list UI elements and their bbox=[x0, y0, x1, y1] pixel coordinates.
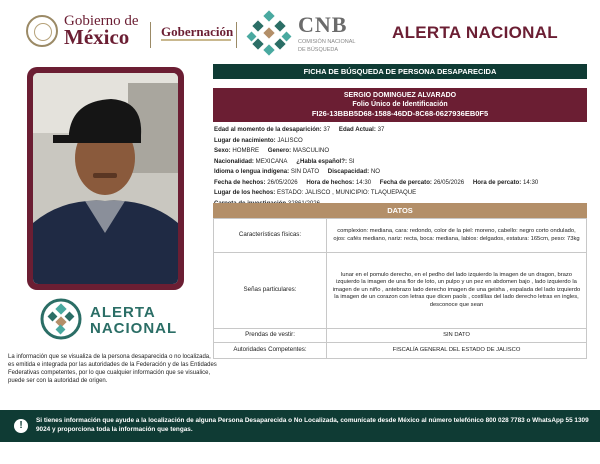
row-label: Señas particulares: bbox=[214, 253, 327, 329]
hora-percato-value: 14:30 bbox=[523, 178, 539, 186]
cnb-wordmark bbox=[298, 12, 355, 53]
fecha-hechos-label: Fecha de hechos: bbox=[214, 178, 266, 186]
field-row bbox=[214, 125, 588, 136]
indigena-label: Idioma o lengua indígena: bbox=[214, 168, 290, 175]
header bbox=[0, 0, 600, 64]
datos-table bbox=[213, 218, 587, 359]
table-row bbox=[214, 343, 587, 359]
gob-line2: México bbox=[64, 25, 130, 50]
cnb-subtitle-2: DE BÚSQUEDA bbox=[298, 46, 339, 53]
folio-id: FI26-13BBB5D68-1588-46DD-8C68-0627936EB0F5 bbox=[311, 109, 489, 119]
cnb-title: CNB bbox=[298, 12, 348, 37]
genero-value: MASCULINO bbox=[292, 147, 330, 154]
row-label: Prendas de vestir: bbox=[214, 329, 327, 343]
datos-title-bar: DATOS bbox=[213, 203, 587, 218]
national-seal-icon bbox=[26, 15, 58, 47]
row-value: lunar en el pomulo derecho, en el pedho del lado izquierdo la imagen de un dragon, brazo izquierdo la imagen de una flor de loto, un pulpo y un pez en abdomen bajo , lado izquierdo la imagen de un niño , antebrazo lado derecho imagen de una geisha , espalada del lado izquierdo la imagen de un corazon con letras que dicen paols , costillas del lado derecho letras en ingles, desconoce que sean bbox=[327, 253, 587, 329]
nacionalidad-value: MEXICANA bbox=[255, 157, 288, 165]
person-photo bbox=[33, 73, 178, 284]
hora-percato-label: Hora de percato: bbox=[472, 178, 522, 186]
gob-line1: Gobierno de bbox=[64, 13, 139, 29]
folio-label: Folio Único de Identificación bbox=[352, 101, 448, 109]
alerta-nacional-wordmark bbox=[90, 305, 177, 337]
header-divider bbox=[236, 22, 237, 48]
edad-actual-value: 37 bbox=[377, 126, 385, 133]
table-row bbox=[214, 329, 587, 343]
indigena-value: SIN DATO bbox=[290, 168, 320, 175]
field-row bbox=[214, 178, 588, 189]
person-name: SERGIO DOMINGUEZ ALVARADO bbox=[343, 92, 457, 99]
lugar-hechos-value: ESTADO: JALISCO , MUNICIPIO: TLAQUEPAQUE bbox=[277, 189, 417, 196]
field-row bbox=[214, 136, 588, 147]
espanol-value: SI bbox=[348, 157, 355, 165]
fecha-percato-label: Fecha de percato: bbox=[379, 178, 432, 186]
fecha-percato-value: 26/05/2026 bbox=[433, 178, 465, 186]
header-divider bbox=[150, 22, 151, 48]
row-value: complexion: mediana, cara: redondo, color de la piel: moreno, cabello: negro corto ondulado, ojos: cafés mediano, nariz: recta, boca: mediana, labios: delgados, estatura: 165cm, peso: 73kg bbox=[327, 219, 587, 253]
discapacidad-label: Discapacidad: bbox=[327, 168, 370, 175]
field-row bbox=[214, 167, 588, 178]
gobierno-mexico-logo bbox=[26, 14, 139, 48]
disclaimer-text: La información que se visualiza de la persona desaparecida o no localizada, es emitida e integrada por las autoridades de la Federación y de las Entidades Federativas competentes, por lo que cualquier información que se visualice, puede ser con la autoridad de origen. bbox=[8, 354, 217, 385]
lugar-nac-value: JALISCO bbox=[277, 136, 303, 144]
row-label: Autoridades Competentes: bbox=[214, 343, 327, 359]
lugar-hechos-label: Lugar de los hechos: bbox=[214, 189, 276, 196]
row-value: FISCALÍA GENERAL DEL ESTADO DE JALISCO bbox=[327, 343, 587, 359]
hora-hechos-label: Hora de hechos: bbox=[306, 178, 355, 186]
ficha-title-bar: FICHA DE BÚSQUEDA DE PERSONA DESAPARECIDA bbox=[213, 64, 587, 79]
person-name-bar bbox=[213, 88, 587, 122]
nacional-word: NACIONAL bbox=[90, 319, 178, 337]
table-row bbox=[214, 219, 587, 253]
row-label: Características físicas: bbox=[214, 219, 327, 253]
espanol-label: ¿Habla español?: bbox=[296, 157, 348, 165]
contact-text: Si tienes información que ayude a la localización de alguna Persona Desaparecida o No Localizada, comunícate desde México al número telefónico 800 028 7783 o WhatsApp 55 1309 9024 y proporciona toda la información que tengas. bbox=[36, 417, 589, 434]
gobernacion-logo: Gobernación bbox=[161, 24, 234, 39]
cnb-logo-icon bbox=[246, 10, 292, 56]
person-photo-frame bbox=[27, 67, 184, 290]
genero-label: Genero: bbox=[267, 147, 292, 154]
edad-actual-label: Edad Actual: bbox=[338, 126, 376, 133]
edad-desap-label: Edad al momento de la desaparición: bbox=[214, 126, 322, 133]
lugar-nac-label: Lugar de nacimiento: bbox=[214, 136, 276, 144]
sexo-value: HOMBRE bbox=[232, 147, 260, 154]
field-row bbox=[214, 146, 588, 157]
alerta-nacional-logo-icon bbox=[40, 298, 82, 340]
table-row bbox=[214, 253, 587, 329]
info-icon: ! bbox=[14, 419, 28, 433]
field-row bbox=[214, 157, 588, 168]
fecha-hechos-value: 26/05/2026 bbox=[267, 178, 298, 186]
alerta-nacional-title: ALERTA NACIONAL bbox=[392, 23, 558, 42]
gobernacion-underline bbox=[161, 39, 231, 41]
sexo-label: Sexo: bbox=[214, 147, 231, 154]
row-value: SIN DATO bbox=[327, 329, 587, 343]
person-fields bbox=[214, 125, 588, 209]
hora-hechos-value: 14:30 bbox=[355, 178, 372, 186]
contact-footer bbox=[0, 410, 600, 442]
alerta-word: ALERTA bbox=[90, 304, 156, 321]
discapacidad-value: NO bbox=[370, 168, 380, 175]
person-photo-image bbox=[33, 73, 178, 284]
field-row bbox=[214, 188, 588, 199]
edad-desap-value: 37 bbox=[323, 126, 331, 133]
cnb-subtitle-1: COMISIÓN NACIONAL bbox=[298, 39, 356, 45]
nacionalidad-label: Nacionalidad: bbox=[214, 157, 254, 165]
